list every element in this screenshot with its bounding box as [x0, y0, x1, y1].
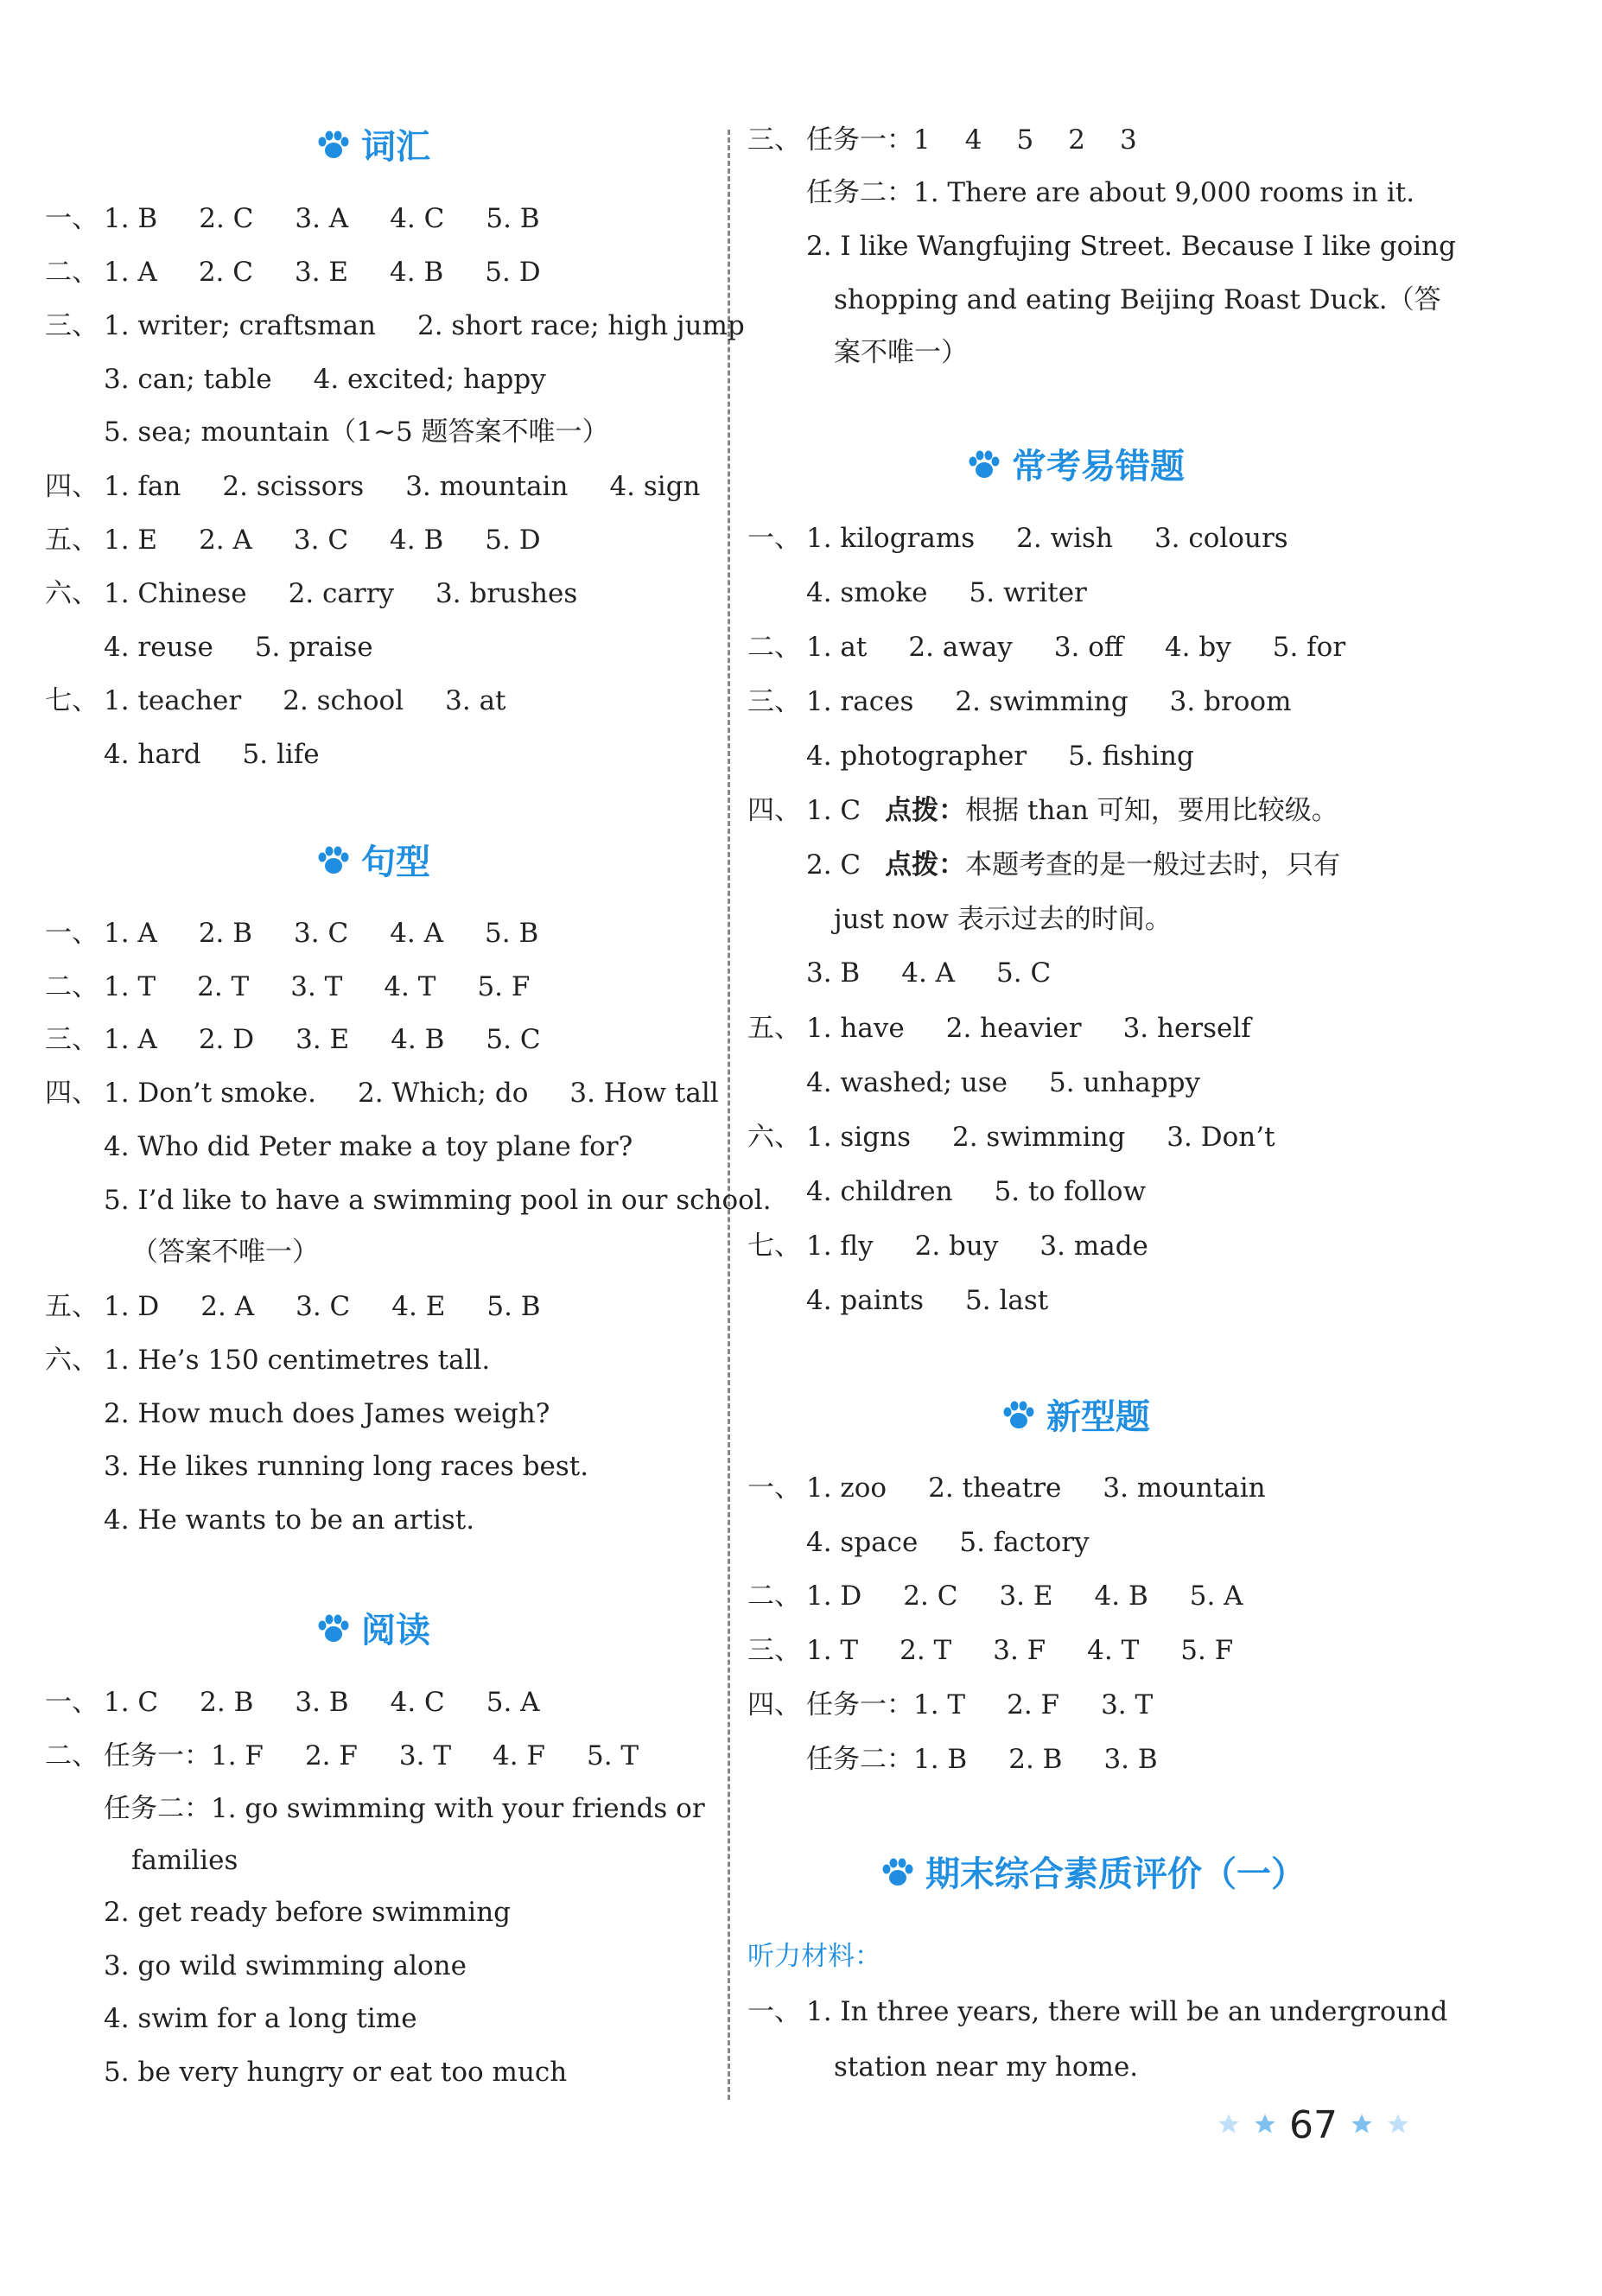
paw-icon [316, 1614, 351, 1644]
answer-row [747, 335, 968, 370]
answer-row [747, 793, 1338, 828]
answer-item: 1. have [806, 1013, 905, 1044]
question-label: 六、 [747, 1122, 801, 1153]
answer-item: 1. kilograms [806, 523, 976, 554]
answer-item: 1. signs [806, 1122, 911, 1153]
answer-item: 5. A [486, 1687, 540, 1718]
answer-item: 4. washed; use [806, 1067, 1008, 1098]
answer-item: 2. swimming [951, 1122, 1126, 1153]
answer-text: 1. In three years, there will be an underground [806, 1996, 1448, 2027]
answer-item: 3. C [294, 918, 349, 949]
answer-text: shopping and eating Beijing Roast Duck.（答 [834, 284, 1441, 315]
answer-item: 3. How tall [569, 1078, 719, 1109]
question-label: 四、 [747, 795, 801, 826]
answer-item: 2. away [908, 632, 1013, 663]
answer-row [45, 576, 619, 611]
answer-item: 5. factory [959, 1527, 1090, 1558]
question-label: 二、 [747, 632, 801, 663]
answer-item: 5. sea; mountain（1~5 题答案不唯一） [104, 417, 609, 448]
answer-row [45, 1843, 238, 1878]
task-label: 任务一： [806, 124, 913, 156]
answer-item: 3. mountain [405, 471, 569, 502]
answer-row [747, 630, 1387, 665]
answer-row [747, 1283, 1090, 1318]
paw-icon [316, 130, 351, 160]
answer-item: 3. colours [1154, 523, 1288, 554]
answer-item: 2. C [199, 203, 254, 234]
answer-item: 3. herself [1122, 1013, 1251, 1044]
answer-row [747, 2050, 1138, 2084]
star-icon [1253, 2112, 1277, 2136]
answer-item: 4. C [390, 203, 445, 234]
answer-item: 1. D [104, 1291, 160, 1322]
answer-text: 4. swim for a long time [104, 2003, 417, 2034]
answer-item: 3. brushes [435, 578, 578, 609]
answer-row [747, 175, 1414, 210]
question-label: 三、 [747, 1635, 801, 1666]
answer-item: 3. made [1039, 1231, 1148, 1262]
task-label: 任务一： [806, 1689, 913, 1720]
answer-row [747, 1065, 1242, 1100]
answer-item: 2. school [283, 685, 404, 716]
answer-item: 4. E [391, 1291, 446, 1322]
answer-item: 4. B [390, 525, 444, 556]
answer-row [747, 576, 1128, 610]
answer-text: 2. get ready before swimming [104, 1897, 512, 1928]
answer-text: 2. I like Wangfujing Street. Because I like going [806, 231, 1456, 262]
answer-row [45, 1289, 582, 1324]
answer-item: 2. scissors [222, 471, 365, 502]
answer-item: 1. fan [104, 471, 181, 502]
answer-item: 2. carry [288, 578, 395, 609]
answer-text: 5. I’d like to have a swimming pool in our school. [104, 1185, 772, 1216]
answer-item: 4 [964, 124, 982, 156]
section-heading-final [747, 1848, 1439, 1900]
answer-row [747, 684, 1333, 719]
answer-item: 5. A [1189, 1580, 1243, 1612]
answer-item: 1. teacher [104, 685, 242, 716]
answer-text: 3. He likes running long races best. [104, 1451, 589, 1482]
tip-label: 点拨： [885, 795, 966, 826]
answer-row [747, 1471, 1307, 1505]
answer-item: 1. writer; craftsman [104, 310, 376, 341]
answer-item: 5 [1016, 124, 1034, 156]
question-label: 二、 [45, 971, 99, 1002]
section-heading-reading [45, 1605, 702, 1657]
answer-item: 2. C [198, 257, 253, 288]
answer-item: 2. wish [1016, 523, 1113, 554]
answer-row [45, 916, 580, 951]
answer-item: 4. photographer [806, 741, 1027, 772]
answer-row [747, 1011, 1293, 1046]
answer-row [747, 1742, 1199, 1777]
paw-icon [880, 1858, 915, 1887]
answer-row [45, 362, 588, 397]
tip-label: 点拨： [885, 849, 966, 881]
answer-item: 5. C [996, 957, 1052, 989]
answer-item: 5. D [485, 257, 541, 288]
answer-item: 3. mountain [1103, 1472, 1266, 1504]
answer-item: 4. hard [104, 739, 201, 770]
answer-item: 4. C [390, 1687, 445, 1718]
answer-item: 2. heavier [945, 1013, 1082, 1044]
answer-item: 2. T [900, 1635, 952, 1666]
answer-item: 5. to follow [994, 1176, 1147, 1207]
section-title: 常考易错题 [1012, 447, 1185, 487]
answer-row [45, 201, 582, 236]
listening-label: 听力材料： [747, 1941, 881, 1972]
paw-icon [967, 450, 1001, 480]
answer-row [45, 2055, 567, 2089]
answer-item: 3. broom [1169, 686, 1292, 717]
question-label: 一、 [45, 203, 99, 234]
answer-item: 2 [1068, 124, 1085, 156]
answer-row [747, 521, 1330, 556]
answer-item: 5. last [965, 1285, 1049, 1316]
answer-item: 1. A [104, 918, 157, 949]
answer-row [747, 1633, 1275, 1668]
answer-item: 3. A [295, 203, 349, 234]
answer-item: 4. reuse [104, 632, 213, 663]
answer-row [45, 523, 582, 557]
answer-item: 3. E [296, 1024, 350, 1055]
answer-row [45, 1739, 680, 1773]
section-title: 期末综合素质评价（一） [925, 1854, 1306, 1894]
answer-row [747, 123, 1172, 157]
page-number-text: 67 [1289, 2103, 1338, 2147]
answer-item: 5. C [486, 1024, 541, 1055]
answer-item: 3. can; table [104, 364, 272, 395]
star-icon [1217, 2112, 1241, 2136]
tip-text: 根据 than 可知，要用比较级。 [965, 795, 1338, 826]
answer-row [45, 1895, 511, 1930]
answer-item: 3. at [445, 685, 506, 716]
answer-item: 3. T [398, 1740, 452, 1771]
star-icon [1386, 2112, 1410, 2136]
answer-row [45, 1396, 550, 1431]
answer-item: 2. B [198, 918, 253, 949]
answer-item: 2. C [903, 1580, 958, 1612]
answer-item: 5. D [485, 525, 541, 556]
answer-row [45, 2001, 417, 2036]
answer-row [45, 1449, 588, 1484]
answer-item: 5. T [586, 1740, 639, 1771]
question-label: 一、 [45, 918, 99, 949]
answer-item: 2. B [200, 1687, 254, 1718]
answer-item: 5. B [486, 1291, 541, 1322]
section-heading-mistakes [747, 441, 1404, 493]
answer-item: 4. A [901, 957, 956, 989]
answer-item: 2. B [1008, 1744, 1063, 1775]
question-label: 三、 [45, 310, 99, 341]
question-label: 四、 [45, 1078, 99, 1109]
answer-item: 1. C [806, 795, 861, 826]
question-label: 五、 [45, 1291, 99, 1322]
answer-row [747, 1579, 1285, 1613]
answer-item: 5. B [486, 203, 540, 234]
task-label: 任务一： [104, 1740, 211, 1771]
answer-row [747, 902, 1172, 937]
answer-item: 5. B [485, 918, 539, 949]
answer-item: 1. F [211, 1740, 264, 1771]
answer-item: 2. Which; do [358, 1078, 529, 1109]
answer-item: 4. B [390, 257, 444, 288]
answer-text: station near my home. [834, 2051, 1139, 2083]
question-label: 一、 [45, 1687, 99, 1718]
question-label: 二、 [747, 1580, 801, 1612]
answer-item: 3. F [993, 1635, 1046, 1666]
answer-item: 5. F [477, 971, 531, 1002]
answer-item: 3. B [1103, 1744, 1158, 1775]
answer-item: 1. Chinese [104, 578, 247, 609]
answer-item: 4. excited; happy [313, 364, 546, 395]
section-heading-sentence [45, 836, 702, 888]
answer-item: 4. B [1094, 1580, 1148, 1612]
column-divider [728, 130, 730, 2100]
answer-item: 3. B [295, 1687, 349, 1718]
star-icon [1350, 2112, 1374, 2136]
answer-item: 2. buy [914, 1231, 999, 1262]
answer-item: 1. fly [806, 1231, 874, 1262]
answer-item: 5. life [242, 739, 320, 770]
answer-item: 3. E [999, 1580, 1053, 1612]
answer-item: 3. B [806, 957, 861, 989]
answer-item: 4. B [391, 1024, 445, 1055]
page-number [1217, 2100, 1410, 2152]
section-title: 阅读 [361, 1611, 430, 1650]
answer-item: 4. sign [609, 471, 701, 502]
question-label: 五、 [45, 525, 99, 556]
answer-item: 1. E [104, 525, 158, 556]
question-label: 二、 [45, 1740, 99, 1771]
answer-note: （答案不唯一） [131, 1237, 319, 1268]
question-label: 五、 [747, 1013, 801, 1044]
answer-item: 1. at [806, 632, 868, 663]
answer-item: 4. by [1164, 632, 1231, 663]
question-label: 二、 [45, 257, 99, 288]
question-label: 一、 [747, 523, 801, 554]
answer-row [747, 1174, 1187, 1209]
answer-row [747, 283, 1441, 317]
answer-item: 3 [1119, 124, 1137, 156]
answer-item: 3. T [1101, 1689, 1154, 1720]
paw-icon [316, 846, 351, 875]
answer-text: 3. go wild swimming alone [104, 1950, 467, 1981]
answer-item: 2. C [806, 849, 861, 881]
question-label: 四、 [747, 1689, 801, 1720]
answer-item: 5. fishing [1068, 741, 1194, 772]
answer-text: 5. be very hungry or eat too much [104, 2057, 568, 2088]
answer-row [747, 1229, 1190, 1263]
section-title: 词汇 [361, 127, 430, 167]
question-label: 一、 [747, 1996, 801, 2027]
question-label: 三、 [747, 686, 801, 717]
answer-item: 5. writer [969, 577, 1087, 608]
answer-text: 案不唯一） [834, 337, 968, 368]
tip-text: just now 表示过去的时间。 [834, 904, 1172, 935]
answer-item: 4. A [390, 918, 444, 949]
section-heading-newtype [747, 1391, 1404, 1443]
question-label: 七、 [747, 1231, 801, 1262]
answer-item: 2. A [200, 1291, 255, 1322]
question-label: 三、 [45, 1024, 99, 1055]
answer-item: 1. T [913, 1689, 966, 1720]
answer-item: 2. D [198, 1024, 255, 1055]
question-label: 六、 [45, 1345, 99, 1376]
answer-item: 5. for [1272, 632, 1346, 663]
answer-row [747, 739, 1236, 773]
answer-row [45, 1949, 467, 1983]
answer-item: 2. short race; high jump [416, 310, 745, 341]
answer-row [747, 848, 1340, 882]
answer-item: 3. T [290, 971, 343, 1002]
answer-item: 1. T [104, 971, 156, 1002]
task-label: 任务二： [806, 1744, 913, 1775]
answer-row [45, 1343, 531, 1377]
answer-row [45, 1076, 760, 1110]
answer-row [45, 1183, 772, 1218]
answer-text: 4. Who did Peter make a toy plane for? [104, 1131, 633, 1162]
answer-item: 1. D [806, 1580, 862, 1612]
answer-item: 4. T [384, 971, 436, 1002]
answer-row [747, 1120, 1317, 1154]
answer-row [45, 1503, 474, 1537]
answer-item: 1. zoo [806, 1472, 887, 1504]
answer-row [747, 1688, 1194, 1722]
answer-text: 2. How much does James weigh? [104, 1398, 550, 1429]
answer-text: families [131, 1845, 238, 1876]
answer-text: 任务二：1. There are about 9,000 rooms in it. [806, 177, 1415, 208]
answer-item: 4. children [806, 1176, 953, 1207]
answer-item: 3. E [294, 257, 349, 288]
answer-item: 3. C [293, 525, 349, 556]
answer-row [747, 229, 1456, 264]
answer-item: 1. B [913, 1744, 968, 1775]
question-label: 六、 [45, 578, 99, 609]
answer-item: 4. smoke [806, 577, 928, 608]
answer-item: 4. paints [806, 1285, 925, 1316]
answer-item: 1. C [104, 1687, 159, 1718]
answer-item: 5. unhappy [1049, 1067, 1201, 1098]
answer-row [45, 684, 548, 718]
answer-text: 4. He wants to be an artist. [104, 1504, 475, 1536]
answer-row [45, 1235, 319, 1269]
section-heading-vocab [45, 121, 702, 173]
answer-item: 2. swimming [955, 686, 1128, 717]
answer-row [45, 630, 415, 665]
answer-item: 1. He’s 150 centimetres tall. [104, 1345, 491, 1376]
answer-row [45, 970, 571, 1004]
section-title: 新型题 [1046, 1397, 1150, 1437]
answer-row [45, 415, 651, 449]
answer-item: 3. off [1053, 632, 1123, 663]
section-title: 句型 [361, 843, 430, 882]
answer-text: 任务二：1. go swimming with your friends or [104, 1793, 705, 1824]
answer-row [45, 255, 582, 289]
answer-item: 1. Don’t smoke. [104, 1078, 317, 1109]
answer-item: 5. F [1180, 1635, 1234, 1666]
answer-item: 5. praise [254, 632, 373, 663]
question-label: 七、 [45, 685, 99, 716]
answer-item: 4. space [806, 1527, 919, 1558]
answer-item: 1. A [104, 1024, 157, 1055]
answer-row [747, 1994, 1447, 2029]
answer-item: 4. F [493, 1740, 545, 1771]
answer-row [747, 1525, 1131, 1560]
answer-item: 1. T [806, 1635, 859, 1666]
answer-item: 1. races [806, 686, 914, 717]
question-label: 一、 [747, 1472, 801, 1504]
tip-text: 本题考查的是一般过去时，只有 [965, 849, 1341, 881]
answer-item: 1. B [104, 203, 158, 234]
answer-row [45, 308, 786, 343]
answer-row [45, 1022, 582, 1057]
answer-item: 3. Don’t [1167, 1122, 1275, 1153]
answer-item: 4. T [1087, 1635, 1140, 1666]
paw-icon [1001, 1401, 1036, 1430]
answer-item: 2. T [197, 971, 250, 1002]
answer-row [45, 1685, 582, 1720]
answer-item: 2. F [1007, 1689, 1060, 1720]
question-label: 三、 [747, 124, 801, 156]
answer-row [45, 1791, 705, 1826]
answer-item: 2. theatre [928, 1472, 1062, 1504]
answer-row [45, 469, 742, 504]
answer-row [45, 737, 361, 772]
answer-item: 2. F [304, 1740, 358, 1771]
answer-item: 2. A [199, 525, 252, 556]
question-label: 四、 [45, 471, 99, 502]
answer-item: 3. C [296, 1291, 351, 1322]
answer-row [747, 956, 1092, 990]
answer-item: 1 [913, 124, 931, 156]
answer-item: 1. A [104, 257, 157, 288]
answer-row [45, 1129, 633, 1164]
